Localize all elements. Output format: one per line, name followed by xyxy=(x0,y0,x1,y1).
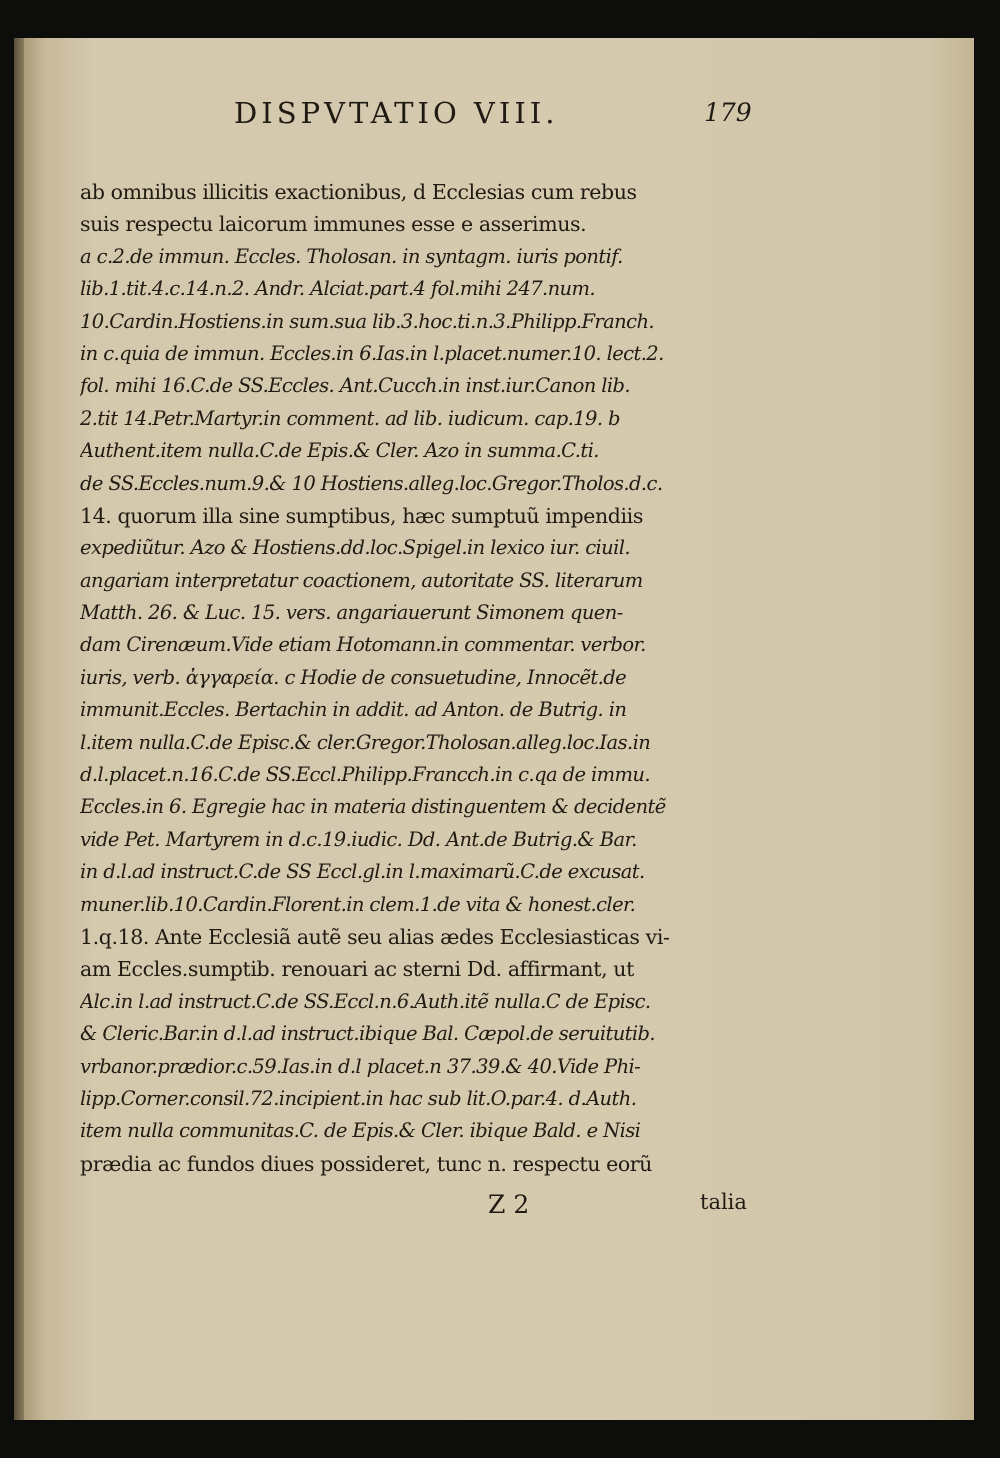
page-number: 179 xyxy=(704,98,752,127)
text-line: 10.Cardin.Hostiens.in sum.sua lib.3.hoc.ti.n.3.Philipp.Franch. xyxy=(80,309,655,333)
text-line: Alc.in l.ad instruct.C.de SS.Eccl.n.6.Auth.itẽ nulla.C de Episc. xyxy=(80,989,651,1013)
text-line: in d.l.ad instruct.C.de SS Eccl.gl.in l.maximarũ.C.de excusat. xyxy=(80,860,645,884)
running-head xyxy=(0,96,1000,136)
text-line: Matth. 26. & Luc. 15. vers. angariauerunt Simonem quen- xyxy=(80,601,623,625)
text-line: expediũtur. Azo & Hostiens.dd.loc.Spigel.in lexico iur. ciuil. xyxy=(80,536,631,560)
text-line: l.item nulla.C.de Episc.& cler.Gregor.Tholosan.alleg.loc.Ias.in xyxy=(80,730,651,754)
text-line: immunit.Eccles. Bertachin in addit. ad Anton. de Butrig. in xyxy=(80,698,627,722)
text-line: & Cleric.Bar.in d.l.ad instruct.ibique Bal. Cæpol.de seruitutib. xyxy=(80,1022,656,1046)
signature-mark: Z 2 xyxy=(488,1190,530,1219)
text-line: am Eccles.sumptib. renouari ac sterni Dd. affirmant, ut xyxy=(80,957,634,982)
text-line: dam Cirenæum.Vide etiam Hotomann.in commentar. verbor. xyxy=(80,633,646,657)
text-line: d.l.placet.n.16.C.de SS.Eccl.Philipp.Francch.in c.qa de immu. xyxy=(80,763,650,787)
text-line: de SS.Eccles.num.9.& 10 Hostiens.alleg.loc.Gregor.Tholos.d.c. xyxy=(80,471,663,495)
text-line: lib.1.tit.4.c.14.n.2. Andr. Alciat.part.4 fol.mihi 247.num. xyxy=(80,277,596,301)
text-line: Eccles.in 6. Egregie hac in materia distinguentem & decidentẽ xyxy=(80,795,666,819)
text-line: Authent.item nulla.C.de Epis.& Cler. Azo in summa.C.ti. xyxy=(80,439,599,463)
text-line: vrbanor.prædior.c.59.Ias.in d.l placet.n 37.39.& 40.Vide Phi- xyxy=(80,1054,641,1078)
text-line: muner.lib.10.Cardin.Florent.in clem.1.de vita & honest.cler. xyxy=(80,892,636,916)
text-line: angariam interpretatur coactionem, autoritate SS. literarum xyxy=(80,568,643,592)
running-head-title: DISPVTATIO VIII. xyxy=(234,96,559,130)
text-line: in c.quia de immun. Eccles.in 6.Ias.in l.placet.numer.10. lect.2. xyxy=(80,341,664,365)
text-line: 2.tit 14.Petr.Martyr.in comment. ad lib. iudicum. cap.19. b xyxy=(80,406,620,430)
text-line: vide Pet. Martyrem in d.c.19.iudic. Dd. Ant.de Butrig.& Bar. xyxy=(80,827,637,851)
text-line: prædia ac fundos diues possideret, tunc n. respectu eorũ xyxy=(80,1151,652,1176)
text-line: fol. mihi 16.C.de SS.Eccles. Ant.Cucch.in inst.iur.Canon lib. xyxy=(80,374,631,398)
text-line: a c.2.de immun. Eccles. Tholosan. in syntagm. iuris pontif. xyxy=(80,244,623,268)
text-line: iuris, verb. ἀγγαρεία. c Hodie de consuetudine, Innocẽt.de xyxy=(80,665,627,689)
text-line: 14. quorum illa sine sumptibus, hæc sumptuũ impendiis xyxy=(80,503,643,528)
catchword: talia xyxy=(700,1190,747,1214)
text-body xyxy=(80,176,752,1180)
text-line: suis respectu laicorum immunes esse e asserimus. xyxy=(80,212,587,237)
page-footer xyxy=(0,1186,1000,1226)
text-line: ab omnibus illicitis exactionibus, d Ecclesias cum rebus xyxy=(80,180,637,204)
text-line: item nulla communitas.C. de Epis.& Cler. ibique Bald. e Nisi xyxy=(80,1119,641,1143)
text-line: 1.q.18. Ante Ecclesiã autẽ seu alias ædes Ecclesiasticas vi- xyxy=(80,924,670,949)
text-line: lipp.Corner.consil.72.incipient.in hac sub lit.O.par.4. d.Auth. xyxy=(80,1086,637,1110)
